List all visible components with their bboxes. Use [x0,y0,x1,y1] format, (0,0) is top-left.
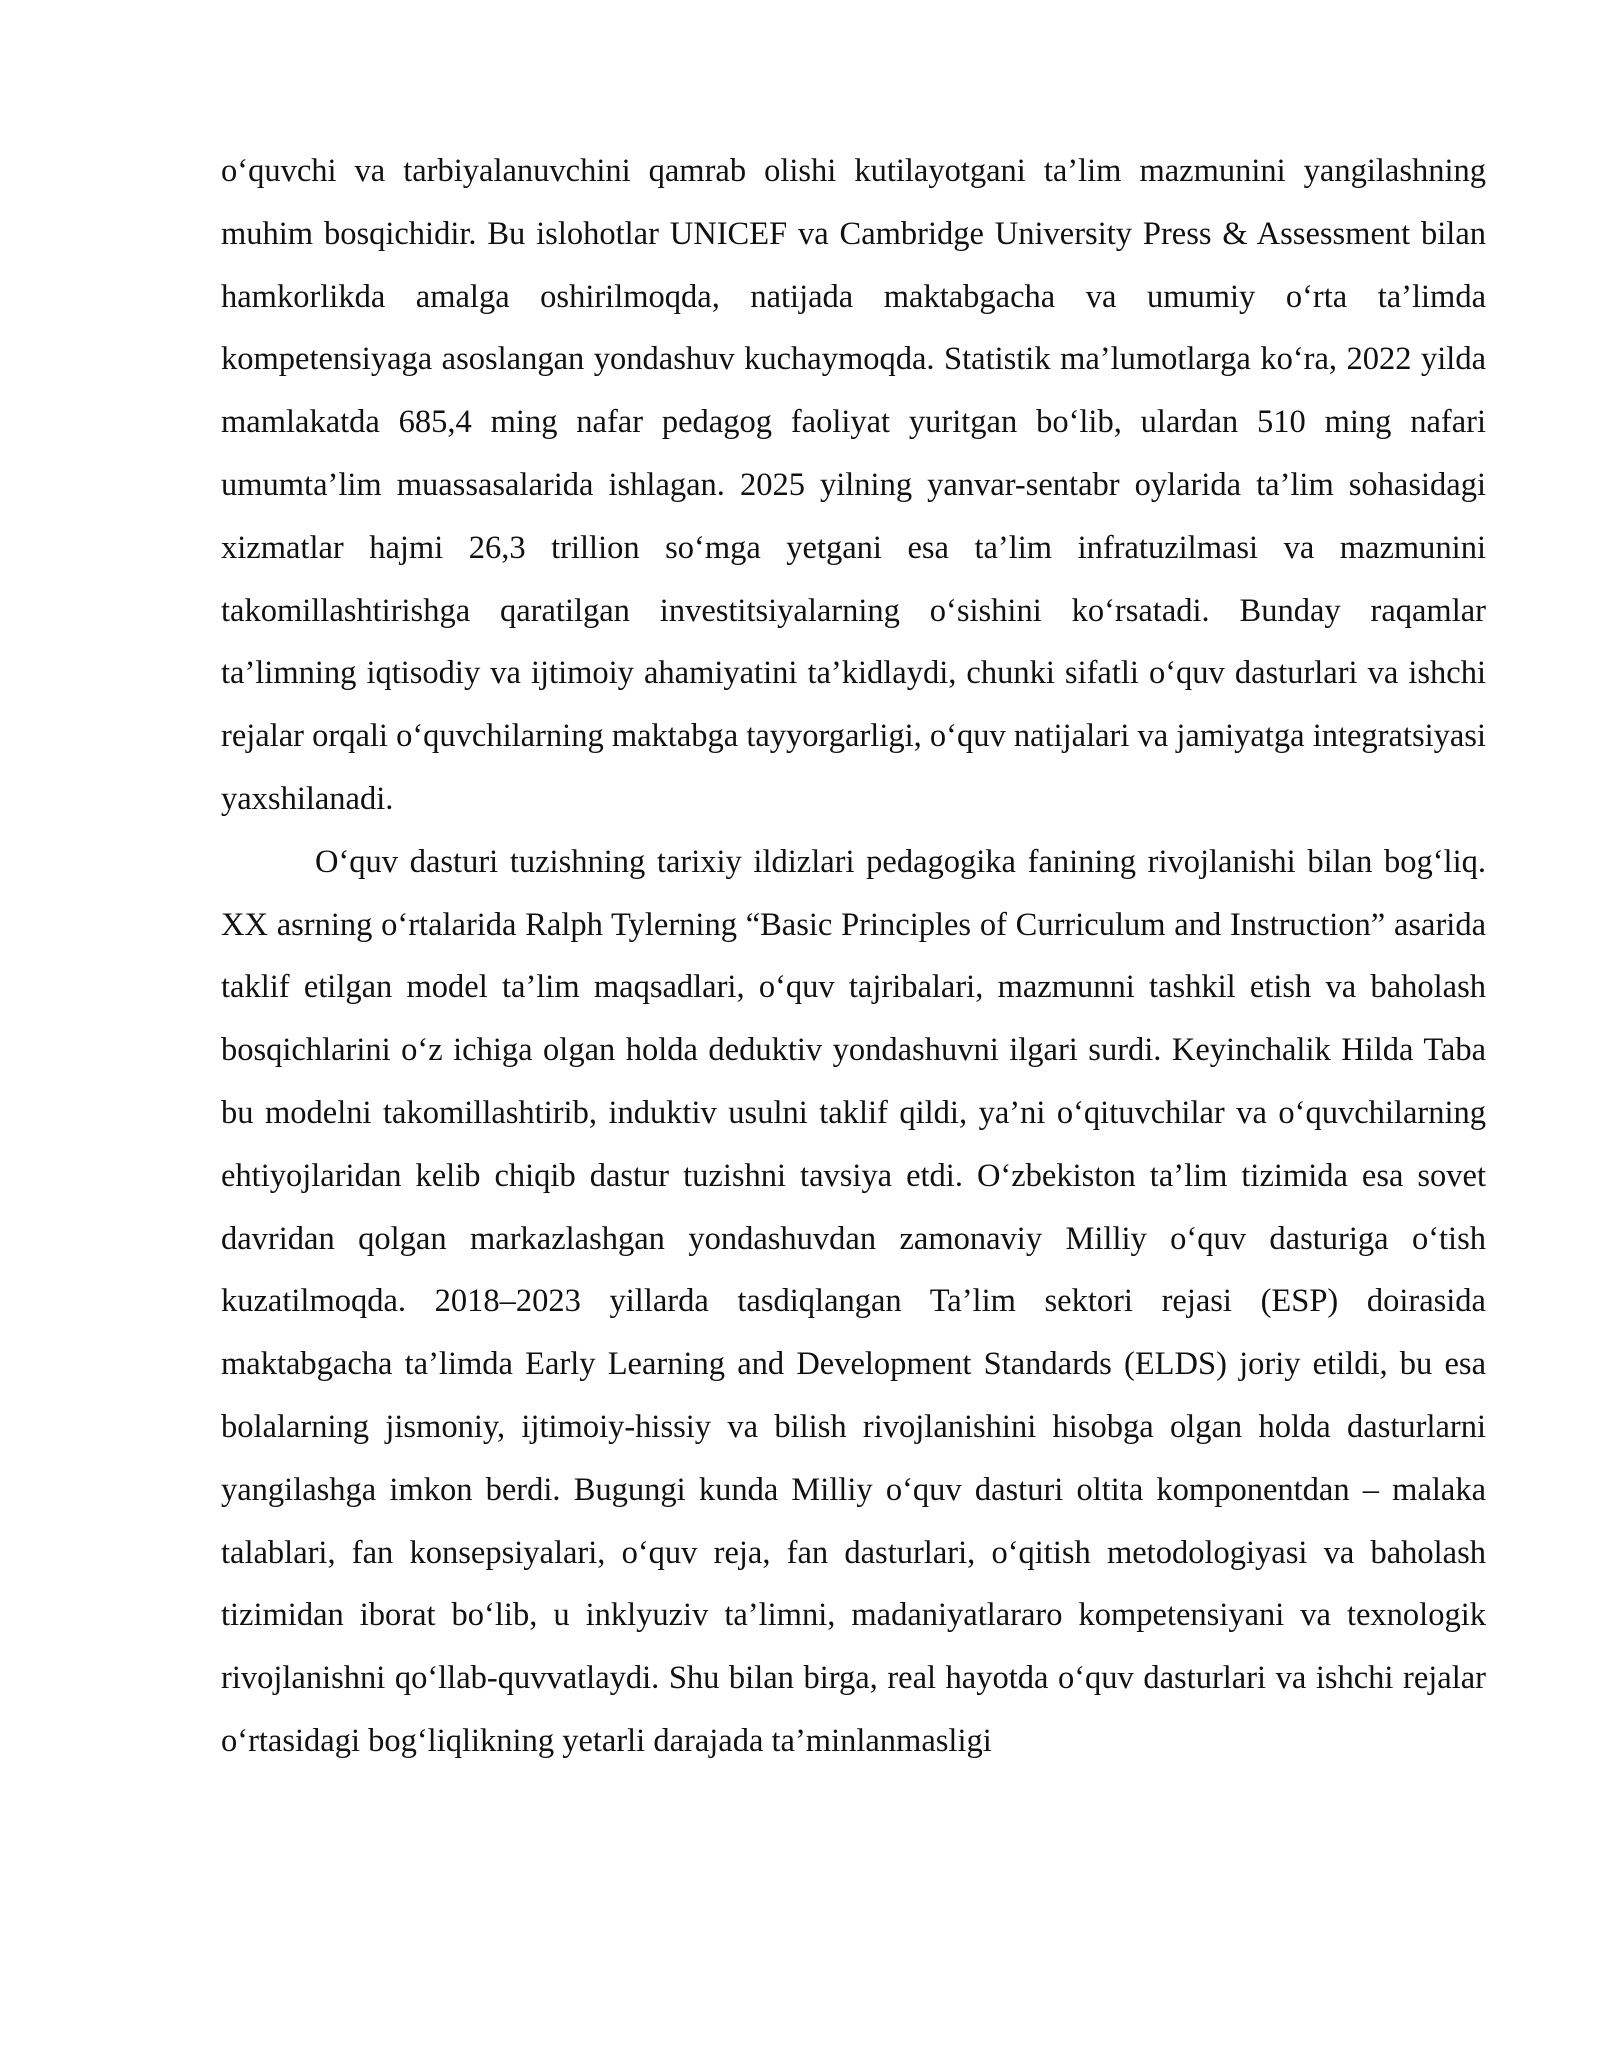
body-paragraph-1: o‘quvchi va tarbiyalanuvchini qamrab olishi kutilayotgani ta’lim mazmunini yangilashning muhim bosqichidir. Bu islohotlar UNICEF va Cambridge University Press & Assessment bilan hamkorlikda amalga oshirilmoqda, natijada maktabgacha va umumiy o‘rta ta’limda kompetensiyaga asoslangan yondashuv kuchaymoqda. Statistik ma’lumotlarga ko‘ra, 2022 yilda mamlakatda 685,4 ming nafar pedagog faoliyat yuritgan bo‘lib, ulardan 510 ming nafari umumta’lim muassasalarida ishlagan. 2025 yilning yanvar-sentabr oylarida ta’lim sohasidagi xizmatlar hajmi 26,3 trillion so‘mga yetgani esa ta’lim infratuzilmasi va mazmunini takomillashtirishga qaratilgan investitsiyalarning o‘sishini ko‘rsatadi. Bunday raqamlar ta’limning iqtisodiy va ijtimoiy ahamiyatini ta’kidlaydi, chunki sifatli o‘quv dasturlari va ishchi rejalar orqali o‘quvchilarning maktabga tayyorgarligi, o‘quv natijalari va jamiyatga integratsiyasi yaxshilanadi. [221,153,1486,817]
body-paragraph-2: O‘quv dasturi tuzishning tarixiy ildizlari pedagogika fanining rivojlanishi bilan bog‘liq. XX asrning o‘rtalarida Ralph Tylerning “Basic Principles of Curriculum and Instruction” asarida taklif etilgan model ta’lim maqsadlari, o‘quv tajribalari, mazmunni tashkil etish va baholash bosqichlarini o‘z ichiga olgan holda deduktiv yondashuvni ilgari surdi. Keyinchalik Hilda Taba bu modelni takomillashtirib, induktiv usulni taklif qildi, ya’ni o‘qituvchilar va o‘quvchilarning ehtiyojlaridan kelib chiqib dastur tuzishni tavsiya etdi. O‘zbekiston ta’lim tizimida esa sovet davridan qolgan markazlashgan yondashuvdan zamonaviy Milliy o‘quv dasturiga o‘tish kuzatilmoqda. 2018–2023 yillarda tasdiqlangan Ta’lim sektori rejasi (ESP) doirasida maktabgacha ta’limda Early Learning and Development Standards (ELDS) joriy etildi, bu esa bolalarning jismoniy, ijtimoiy-hissiy va bilish rivojlanishini hisobga olgan holda dasturlarni yangilashga imkon berdi. Bugungi kunda Milliy o‘quv dasturi oltita komponentdan – malaka talablari, fan konsepsiyalari, o‘quv reja, fan dasturlari, o‘qitish metodologiyasi va baholash tizimidan iborat bo‘lib, u inklyuziv ta’limni, madaniyatlararo kompetensiyani va texnologik rivojlanishni qo‘llab-quvvatlaydi. Shu bilan birga, real hayotda o‘quv dasturlari va ishchi rejalar o‘rtasidagi bog‘liqlikning yetarli darajada ta’minlanmasligi [221,843,1486,1759]
document-page [221,140,1486,1773]
